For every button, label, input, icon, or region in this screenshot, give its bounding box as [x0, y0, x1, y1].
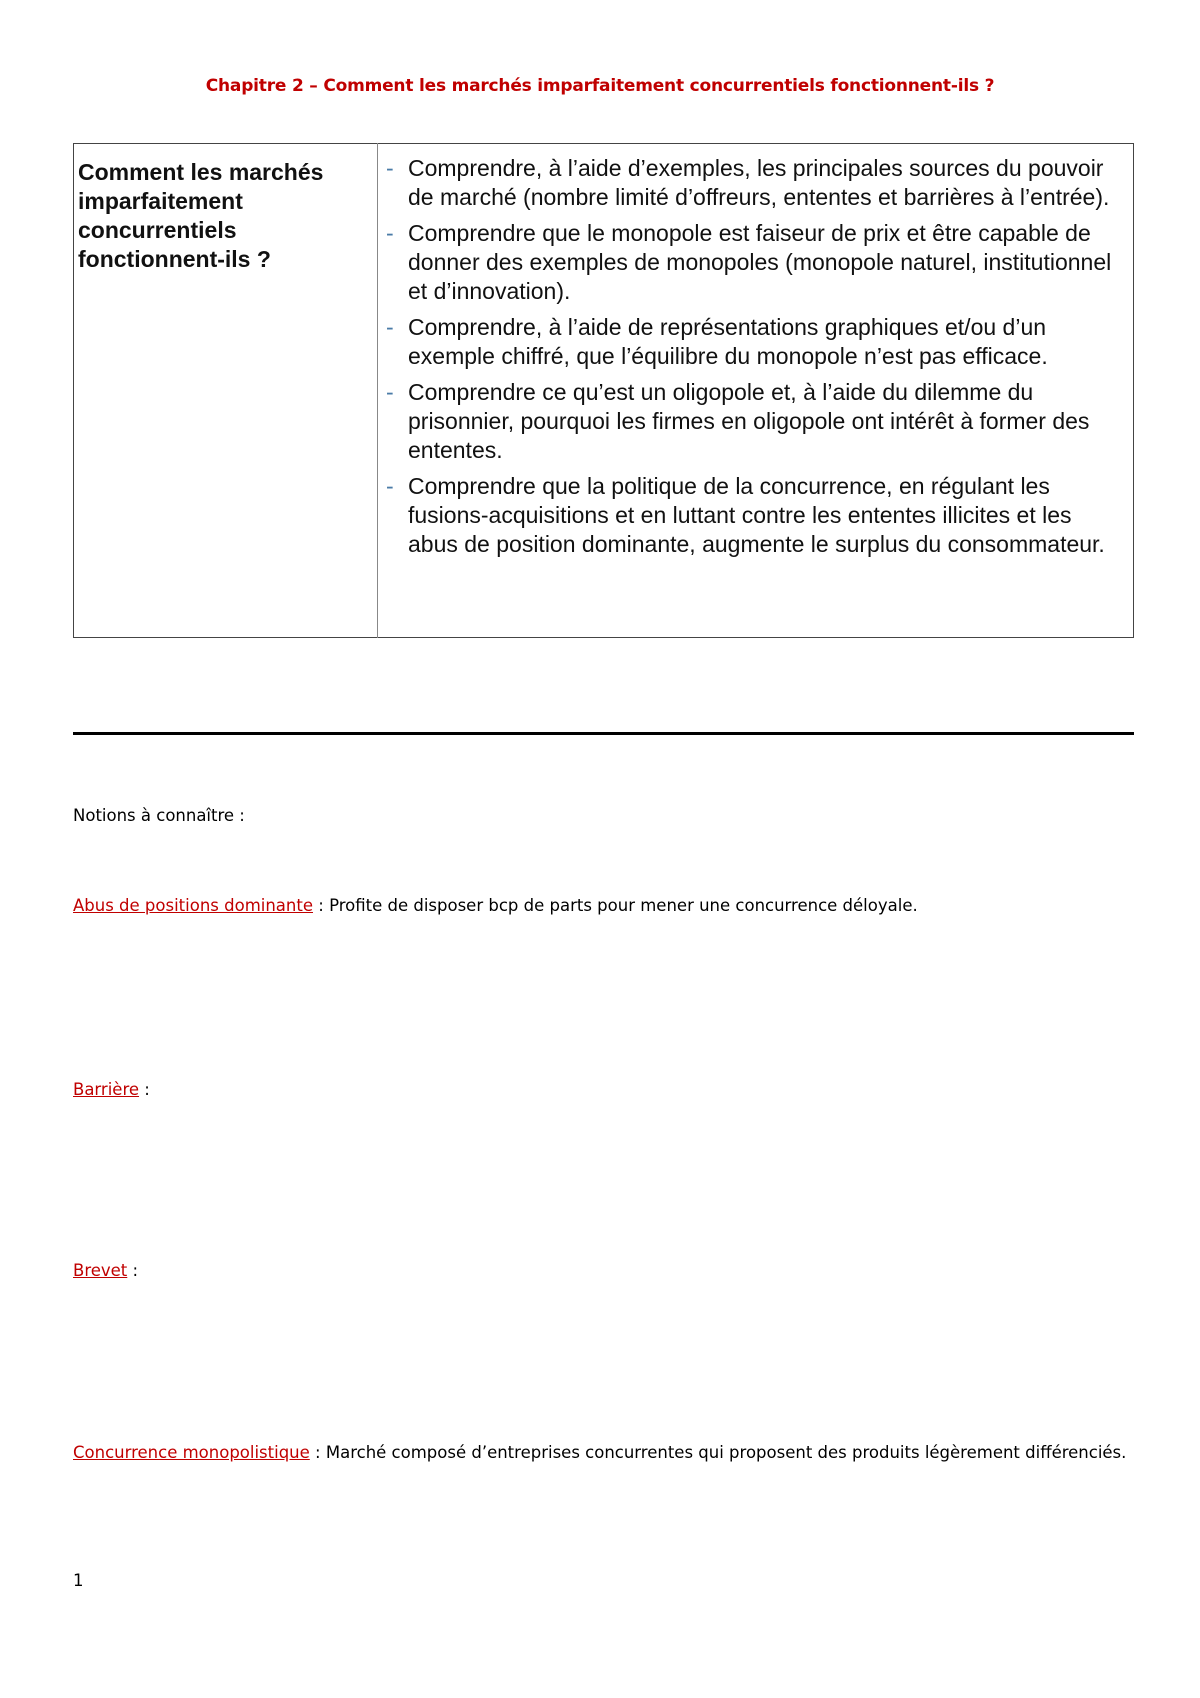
- notion-entry: [73, 1075, 1133, 1105]
- notion-term: Barrière: [73, 1080, 140, 1099]
- page-number: 1: [73, 1571, 84, 1590]
- objective-text: Comprendre que la politique de la concurrence, en régulant les fusions-acquisitions et en luttant contre les ententes illicites et les abus de position dominante, augmente le surplus du consommateur.: [408, 473, 1105, 557]
- bullet-dash: -: [386, 220, 394, 246]
- objective-item: [386, 313, 1125, 371]
- program-table: [73, 143, 1134, 638]
- notion-separator: :: [309, 1443, 326, 1462]
- notion-separator: :: [139, 1080, 150, 1099]
- notion-term: Concurrence monopolistique: [73, 1443, 310, 1462]
- bullet-dash: -: [386, 155, 394, 181]
- notions-heading: Notions à connaître :: [73, 806, 245, 825]
- objective-item: [386, 378, 1125, 465]
- objective-item: [386, 472, 1125, 559]
- notion-separator: :: [127, 1261, 139, 1280]
- bullet-dash: -: [386, 473, 394, 499]
- objective-text: Comprendre, à l’aide de représentations graphiques et/ou d’un exemple chiffré, que l’équilibre du monopole n’est pas efficace.: [408, 314, 1048, 369]
- objectives-list: [378, 144, 1134, 638]
- horizontal-rule: [73, 732, 1134, 735]
- bullet-dash: -: [386, 314, 394, 340]
- notion-entry: [73, 891, 1133, 921]
- objective-text: Comprendre, à l’aide d’exemples, les principales sources du pouvoir de marché (nombre limité d’offreurs, ententes et barrières à l’entrée).: [408, 155, 1110, 210]
- objective-item: [386, 219, 1125, 306]
- bullet-dash: -: [386, 379, 394, 405]
- chapter-title: Chapitre 2 – Comment les marchés imparfaitement concurrentiels fonctionnent-ils ?: [205, 76, 995, 96]
- notion-definition: Marché composé d’entreprises concurrentes qui proposent des produits légèrement différenciés.: [325, 1443, 1127, 1462]
- objective-text: Comprendre ce qu’est un oligopole et, à l’aide du dilemme du prisonnier, pourquoi les firmes en oligopole ont intérêt à former des ententes.: [408, 379, 1090, 463]
- notion-term: Brevet: [73, 1261, 128, 1280]
- objective-item: [386, 154, 1125, 212]
- objective-text: Comprendre que le monopole est faiseur de prix et être capable de donner des exemples de monopoles (monopole naturel, institutionnel et d’innovation).: [408, 220, 1112, 304]
- program-row: [74, 144, 1134, 638]
- notion-term: Abus de positions dominante: [73, 896, 313, 915]
- notion-entry: [73, 1438, 1133, 1468]
- notion-separator: :: [313, 896, 330, 915]
- theme-question: Comment les marchés imparfaitement concurrentiels fonctionnent-ils ?: [74, 144, 378, 638]
- notion-entry: [73, 1256, 1133, 1286]
- notion-definition: Profite de disposer bcp de parts pour mener une concurrence déloyale.: [329, 896, 918, 915]
